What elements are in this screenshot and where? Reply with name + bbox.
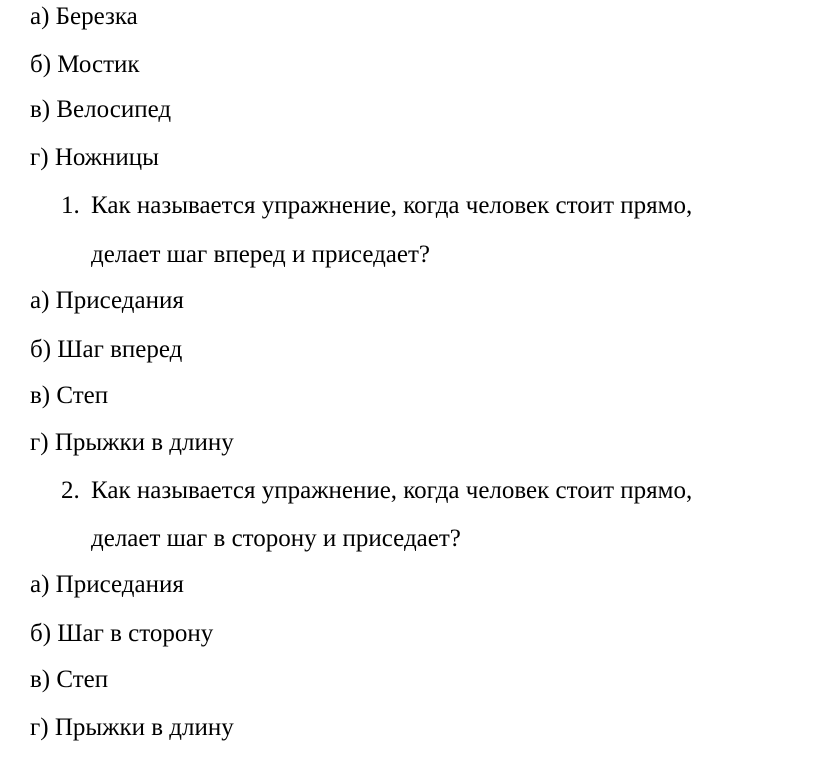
question-2-text-line-2: делает шаг в сторону и приседает? xyxy=(91,525,461,552)
question-1-option-a: а) Приседания xyxy=(30,287,184,314)
question-2-option-b: б) Шаг в сторону xyxy=(30,620,214,647)
answer-option-a: а) Березка xyxy=(30,3,138,30)
question-2-text-line-1: Как называется упражнение, когда человек стоит прямо, xyxy=(91,477,693,504)
question-1-option-b: б) Шаг вперед xyxy=(30,336,183,363)
question-1-text-line-2: делает шаг вперед и приседает? xyxy=(91,241,431,268)
question-1-option-d: г) Прыжки в длину xyxy=(30,429,234,456)
answer-option-b: б) Мостик xyxy=(30,51,140,78)
question-2-option-c: в) Степ xyxy=(30,666,109,693)
answer-option-d: г) Ножницы xyxy=(30,144,159,171)
question-1-option-c: в) Степ xyxy=(30,382,109,409)
question-2-number: 2. xyxy=(61,477,80,504)
question-1-text-line-1: Как называется упражнение, когда человек стоит прямо, xyxy=(91,192,693,219)
question-2-option-a: а) Приседания xyxy=(30,571,184,598)
answer-option-c: в) Велосипед xyxy=(30,96,172,123)
question-1-number: 1. xyxy=(61,192,80,219)
question-2-option-d: г) Прыжки в длину xyxy=(30,714,234,741)
